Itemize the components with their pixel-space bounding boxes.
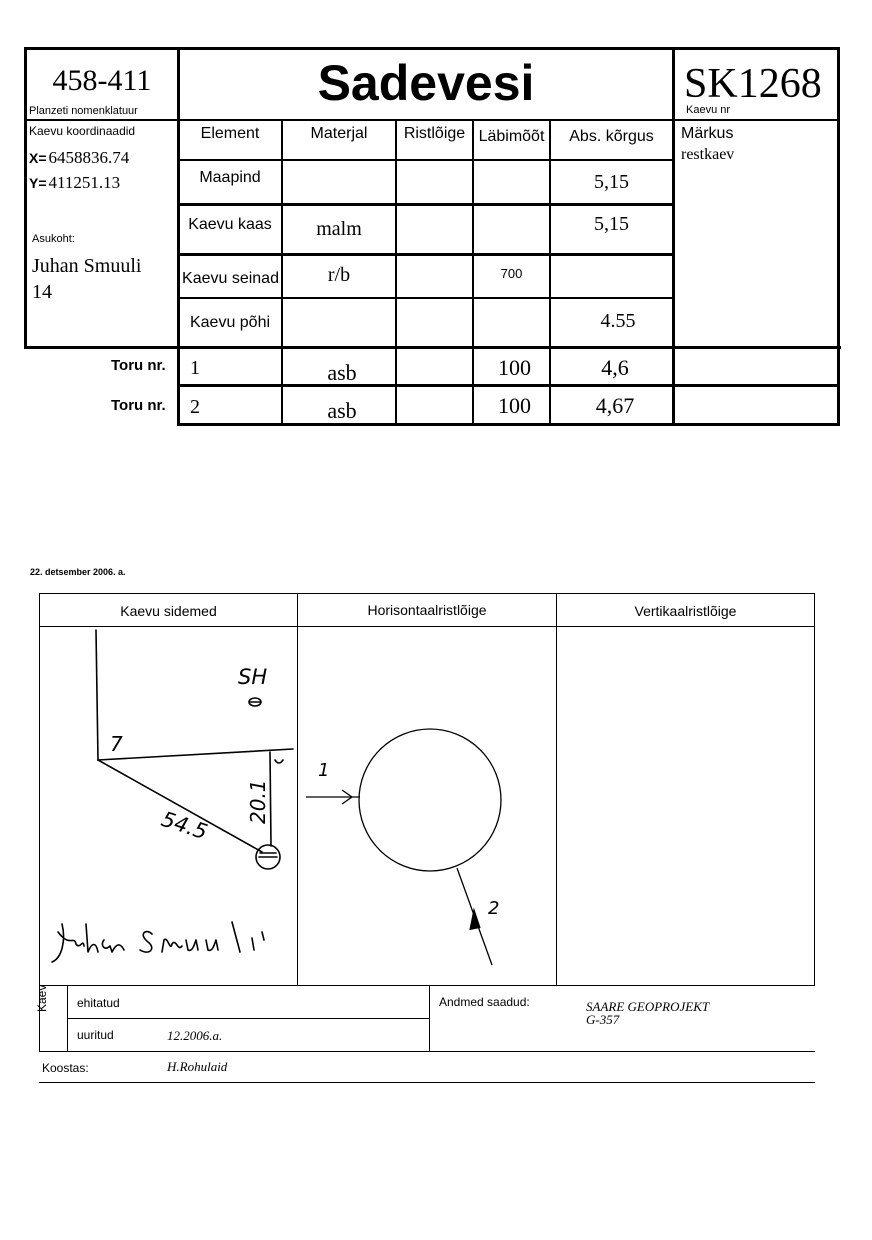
pipe-material: asb [327, 398, 357, 423]
surveyed-label: uuritud [77, 1028, 114, 1042]
col-header-cross-section: Ristlõige [403, 125, 466, 142]
compiled-label: Koostas: [42, 1061, 89, 1075]
col-header-ties: Kaevu sidemed [120, 603, 217, 619]
row-element: Kaevu kaas [188, 216, 272, 233]
row-element: Kaevu seinad [182, 270, 279, 287]
coords-label: Kaevu koordinaadid [29, 124, 136, 138]
y-label: Y= [29, 175, 47, 191]
sheet-code: 458-411 [52, 64, 152, 97]
diagonal-tie-line [98, 760, 262, 852]
pipe-label: Toru nr. [111, 397, 166, 414]
signature-icon [52, 922, 264, 962]
col-header-diameter: Läbimõõt [478, 128, 545, 145]
horizontal-section [306, 729, 501, 965]
col-header-horizontal-section: Horisontaalristlõige [367, 602, 487, 618]
row-height: 5,15 [594, 171, 629, 193]
pipe-number: 1 [190, 357, 200, 379]
footer-side-label: Kaev [35, 984, 49, 1012]
tie-label-distance-c: 54.5 [158, 806, 211, 845]
tie-label-distance-a: 7 [110, 732, 123, 756]
row-height: 4.55 [600, 310, 636, 332]
address-line2: 14 [32, 281, 52, 303]
signature-text: Juhan Smuuli [52, 954, 59, 955]
built-label: ehitatud [77, 996, 120, 1010]
x-value: 6458836.74 [48, 148, 130, 167]
right-angle-mark [275, 760, 283, 763]
y-value: 411251.13 [48, 173, 121, 192]
col-header-material: Materjal [310, 125, 368, 142]
building-edge-line [96, 630, 98, 760]
row-height: 5,15 [594, 213, 629, 235]
tie-label-distance-b: 20.1 [246, 779, 270, 824]
address-line1: Juhan Smuuli [32, 255, 142, 277]
pipe-label-2: 2 [488, 898, 500, 919]
pipe-2-arrow-icon [470, 910, 480, 930]
well-id-label: Kaevu nr [686, 104, 731, 116]
notes-header: Märkus [681, 125, 734, 142]
pipe-diameter: 100 [498, 393, 531, 418]
notes-value: restkaev [681, 146, 735, 163]
pipe-label: Toru nr. [111, 357, 166, 374]
col-header-abs-height: Abs. kõrgus [569, 128, 654, 145]
data-source-label: Andmed saadud: [439, 995, 530, 1009]
col-header-vertical-section: Vertikaalristlõige [634, 603, 737, 619]
data-source-value: SAARE GEOPROJEKT [586, 999, 710, 1014]
sheet-code-label: Planzeti nomenklatuur [29, 105, 138, 117]
row-diameter: 700 [500, 266, 523, 281]
compiled-value: H.Rohulaid [167, 1059, 228, 1074]
pipe-height: 4,6 [601, 355, 629, 380]
document-date: 22. detsember 2006. a. [30, 567, 126, 577]
building-front-line [98, 749, 293, 760]
pipe-diameter: 100 [498, 355, 531, 380]
col-header-element: Element [200, 125, 260, 142]
well-circle [359, 729, 501, 871]
pipe-number: 2 [190, 396, 200, 418]
pipe-material: asb [327, 360, 357, 385]
pipe-label-1: 1 [318, 760, 330, 781]
data-source-code: G-357 [586, 1012, 620, 1027]
surveyed-value: 12.2006.a. [167, 1028, 223, 1043]
well-id: SK1268 [684, 61, 822, 107]
pipe-height: 4,67 [595, 393, 635, 418]
row-material: malm [316, 218, 362, 240]
row-element: Kaevu põhi [189, 314, 271, 331]
perpendicular-tie-line [270, 752, 271, 846]
row-element: Maapind [199, 169, 261, 186]
x-label: X= [29, 150, 47, 166]
page-title: Sadevesi [317, 55, 535, 111]
row-material: r/b [327, 264, 351, 286]
tie-label-sh: SH [238, 665, 268, 689]
address-label: Asukoht: [32, 233, 75, 245]
